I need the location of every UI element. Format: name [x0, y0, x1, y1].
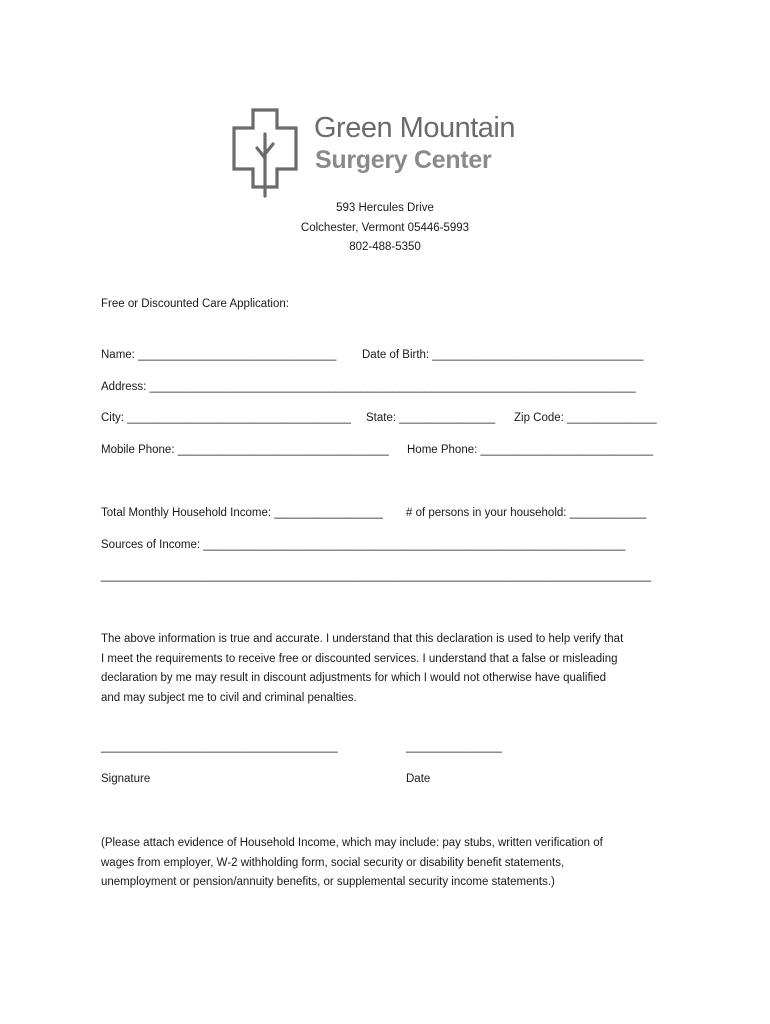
household-persons-field[interactable]: # of persons in your household: ____________	[406, 507, 647, 519]
logo-text-surgery-center: Surgery Center	[315, 146, 492, 174]
form-title: Free or Discounted Care Application:	[101, 298, 289, 310]
income-sources-field[interactable]: Sources of Income: __________________________________________________________________	[101, 539, 626, 551]
declaration-line: I meet the requirements to receive free or discounted services. I understand that a false or misleading	[101, 652, 618, 665]
address-field[interactable]: Address: ____________________________________________________________________________	[101, 381, 636, 393]
income-evidence-note	[101, 834, 676, 893]
home-phone-field[interactable]: Home Phone: ___________________________	[407, 444, 654, 456]
mobile-phone-field[interactable]: Mobile Phone: _________________________________	[101, 444, 389, 456]
note-line: unemployment or pension/annuity benefits, or supplemental security income statements.)	[101, 876, 555, 889]
declaration-line: and may subject me to civil and criminal penalties.	[101, 691, 357, 704]
income-sources-continued-field[interactable]: ______________________________________________________________________________________	[101, 570, 652, 582]
signature-label: Signature	[101, 773, 151, 785]
address-phone: 802-488-5350	[349, 241, 421, 253]
signature-line[interactable]: _____________________________________	[101, 741, 338, 753]
logo-cross-tree-icon	[230, 108, 300, 198]
declaration-line: declaration by me may result in discount adjustments for which I would not otherwise have qualified	[101, 672, 606, 685]
declaration-paragraph	[101, 630, 676, 708]
note-line: (Please attach evidence of Household Income, which may include: pay stubs, written verification of	[101, 837, 603, 849]
date-label: Date	[406, 773, 431, 785]
address-street: 593 Hercules Drive	[336, 202, 434, 214]
name-field[interactable]: Name: _______________________________	[101, 349, 337, 361]
address-city-state-zip: Colchester, Vermont 05446-5993	[300, 222, 470, 234]
note-line: wages from employer, W-2 withholding form, social security or disability benefit statements,	[101, 856, 565, 869]
date-of-birth-field[interactable]: Date of Birth: _________________________________	[362, 349, 644, 361]
city-field[interactable]: City: ___________________________________	[101, 412, 352, 424]
declaration-line: The above information is true and accurate. I understand that this declaration is used to help verify that	[101, 633, 624, 645]
state-field[interactable]: State: _______________	[366, 412, 496, 424]
household-income-field[interactable]: Total Monthly Household Income: _________________	[101, 507, 383, 519]
logo-text-green-mountain: Green Mountain	[314, 112, 515, 144]
date-line[interactable]: _______________	[406, 741, 502, 753]
zip-code-field[interactable]: Zip Code: ______________	[514, 412, 657, 424]
